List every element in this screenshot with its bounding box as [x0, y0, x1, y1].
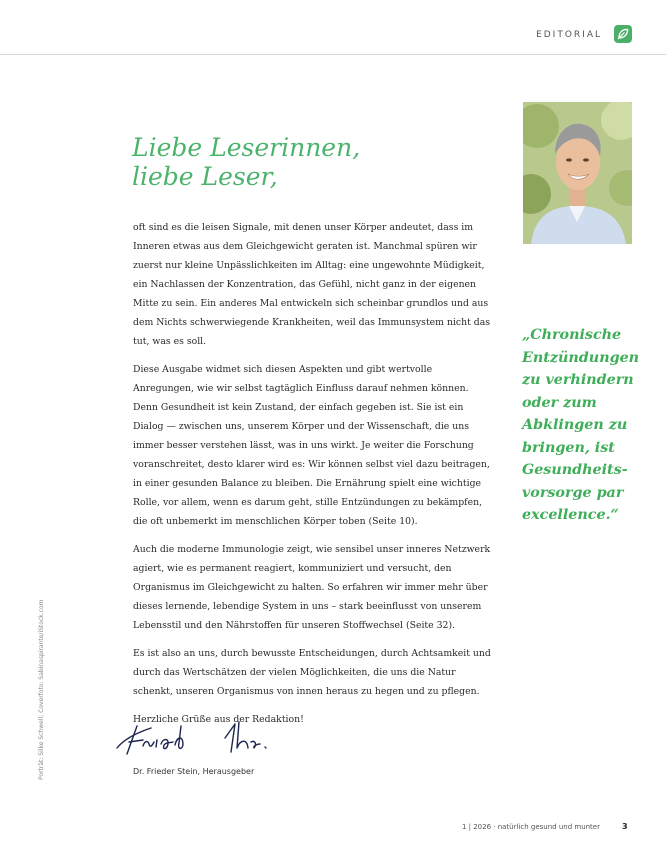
- body-paragraph-4: Es ist also an uns, durch bewusste Entscheidungen, durch Achtsamkeit und durch das Wertschätzen der vielen Möglichkeiten, die uns die Natur schenkt, unseren Organismus von innen heraus zu hegen und zu pflegen.: [133, 648, 491, 697]
- section-label: EDITORIAL: [536, 30, 602, 40]
- headline-line-2: liebe Leser,: [132, 162, 278, 191]
- photo-credit: Porträt: Silke Schwell; Coverfoto: Sabinaspirante/iStock.com: [38, 599, 45, 780]
- page-number: 3: [622, 822, 628, 831]
- headline: [132, 133, 360, 191]
- footer-issue: 1 | 2026 · natürlich gesund und munter: [461, 823, 600, 831]
- body-paragraph-3: Auch die moderne Immunologie zeigt, wie sensibel unser inneres Netzwerk agiert, wie es permanent reagiert, kommuniziert und versucht, den Organismus im Gleichgewicht zu halten. So erfahren wir immer mehr über dieses lernende, lebendige System in uns – stark beeinflusst von unserem Lebensstil und den Nährstoffen für unseren Stoffwechsel (Seite 32).: [133, 544, 491, 631]
- closing-greeting: Herzliche Grüße aus der Redaktion!: [133, 714, 304, 725]
- pull-quote: „Chronische Entzündungen zu verhindern oder zum Abklingen zu bringen, ist Gesundheitsvorsorge par excellence.“: [522, 327, 640, 523]
- header-divider: [0, 54, 666, 55]
- headline-line-1: Liebe Leserinnen,: [132, 133, 361, 162]
- handwritten-signature: [113, 714, 288, 764]
- editor-portrait: [523, 102, 632, 244]
- leaf-icon: [614, 25, 632, 43]
- signer-name: Dr. Frieder Stein, Herausgeber: [133, 767, 255, 776]
- body-paragraph-1: oft sind es die leisen Signale, mit denen unser Körper andeutet, dass im Inneren etwas aus dem Gleichgewicht geraten ist. Manchmal spüren wir zuerst nur kleine Unpässlichkeiten im Alltag: eine ungewohnte Müdigkeit, ein Nachlassen der Konzentration, das Gefühl, nicht ganz in der eigenen Mitte zu sein. Ein anderes Mal entwickeln sich scheinbar grundlos und aus dem Nichts schwerwiegende Krankheiten, weil das Immunsystem nicht das tut, was es soll.: [133, 222, 491, 347]
- editorial-body: [133, 218, 495, 738]
- body-paragraph-2: Diese Ausgabe widmet sich diesen Aspekten und gibt wertvolle Anregungen, wie wir selbst tagtäglich Einfluss darauf nehmen können. Denn Gesundheit ist kein Zustand, der einfach gegeben ist. Sie ist ein Dialog — zwischen uns, unserem Körper und der Wissenschaft, die uns immer besser verstehen lässt, was in uns wirkt. Je weiter die Forschung voranschreitet, desto klarer wird es: Wir können selbst viel dazu beitragen, in einer gesunden Balance zu bleiben. Die Ernährung spielt eine wichtige Rolle, vor allem, wenn es darum geht, stille Entzündungen zu bekämpfen, die oft unbemerkt im menschlichen Körper toben (Seite 10).: [133, 364, 490, 527]
